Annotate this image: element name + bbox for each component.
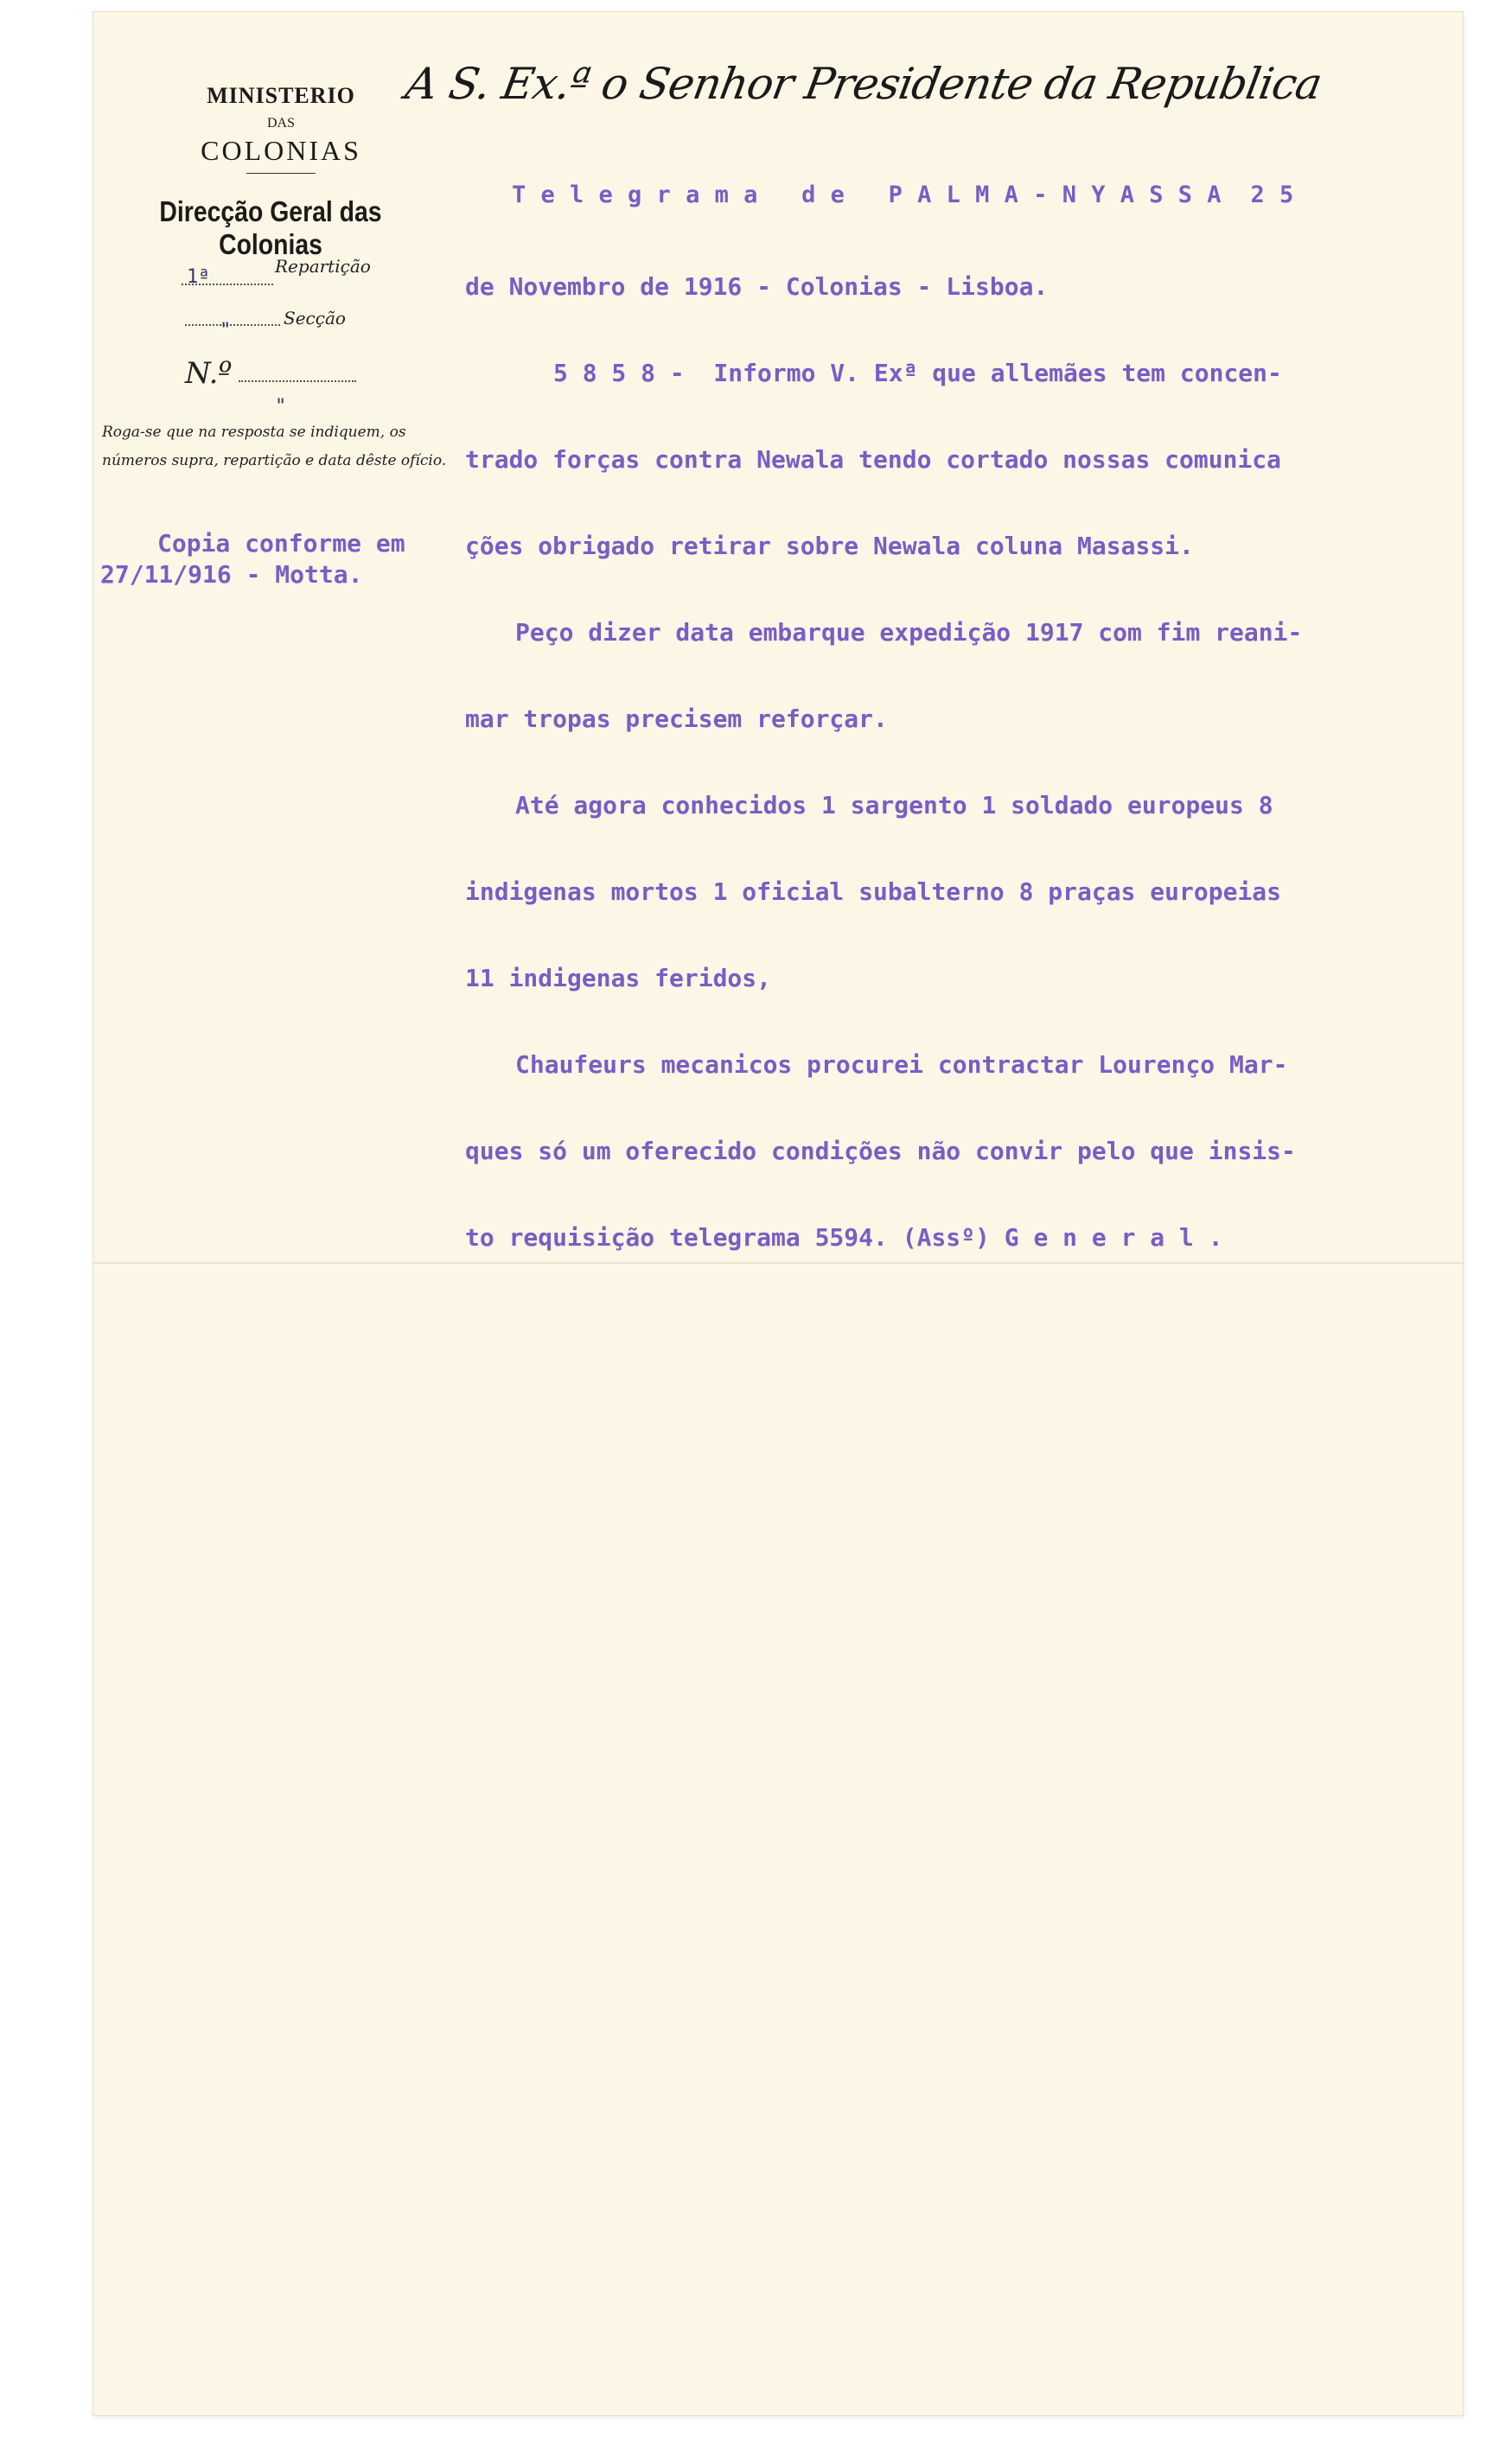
direccao-geral-title: Direcção Geral das Colonias xyxy=(159,195,382,260)
telegram-line-4: trado forças contra Newala tendo cortado nossas comunica xyxy=(465,445,1282,474)
numero-value: " xyxy=(275,396,287,418)
telegram-line-12: ques só um oferecido condições não convir pelo que insis- xyxy=(465,1137,1296,1165)
telegram-line-13: to requisição telegrama 5594. (Assº) G e n e r a l . xyxy=(465,1223,1223,1252)
telegram-line-1: T e l e g r a m a d e P A L M A - N Y A S S A 2 5 xyxy=(512,182,1294,208)
telegram-line-6: Peço dizer data embarque expedição 1917 com fim reani- xyxy=(515,618,1303,647)
reply-instruction-note: Roga-se que na resposta se indiquem, os números supra, repartição e data dêste ofício. xyxy=(102,424,447,469)
reparticao-value: 1ª xyxy=(187,266,210,288)
reparticao-dots-right xyxy=(226,284,273,285)
seccao-label: Secção xyxy=(284,308,346,328)
telegram-line-2: de Novembro de 1916 - Colonias - Lisboa. xyxy=(465,272,1049,301)
ministry-title: MINISTERIO xyxy=(207,83,355,108)
copy-note-line-2: 27/11/916 - Motta. xyxy=(100,560,363,589)
telegram-line-11: Chaufeurs mecanicos procurei contractar Lourenço Mar- xyxy=(515,1050,1288,1079)
telegram-line-8: Até agora conhecidos 1 sargento 1 soldado europeus 8 xyxy=(515,791,1273,819)
telegram-line-9: indigenas mortos 1 oficial subalterno 8 praças europeias xyxy=(465,877,1282,906)
ministry-das: DAS xyxy=(266,116,295,131)
numero-label: N.º xyxy=(185,356,233,391)
numero-dots xyxy=(239,380,356,382)
telegram-line-3: 5 8 5 8 - Informo V. Exª que allemães tem concen- xyxy=(553,359,1282,387)
paper-fold-line xyxy=(93,1262,1463,1264)
handwritten-addressee: A S. Ex.ª o Senhor Presidente da Republica xyxy=(401,59,1325,109)
ministry-colonias: COLONIAS xyxy=(201,135,361,166)
telegram-line-10: 11 indigenas feridos, xyxy=(465,964,772,992)
seccao-value: " xyxy=(220,320,232,341)
seccao-dots xyxy=(185,324,280,326)
telegram-line-7: mar tropas precisem reforçar. xyxy=(465,705,888,733)
reparticao-label: Repartição xyxy=(275,256,371,277)
copy-note-line-1: Copia conforme em xyxy=(157,529,405,558)
letterhead-rule xyxy=(246,173,316,174)
telegram-line-5: ções obrigado retirar sobre Newala coluna Masassi. xyxy=(465,532,1194,560)
